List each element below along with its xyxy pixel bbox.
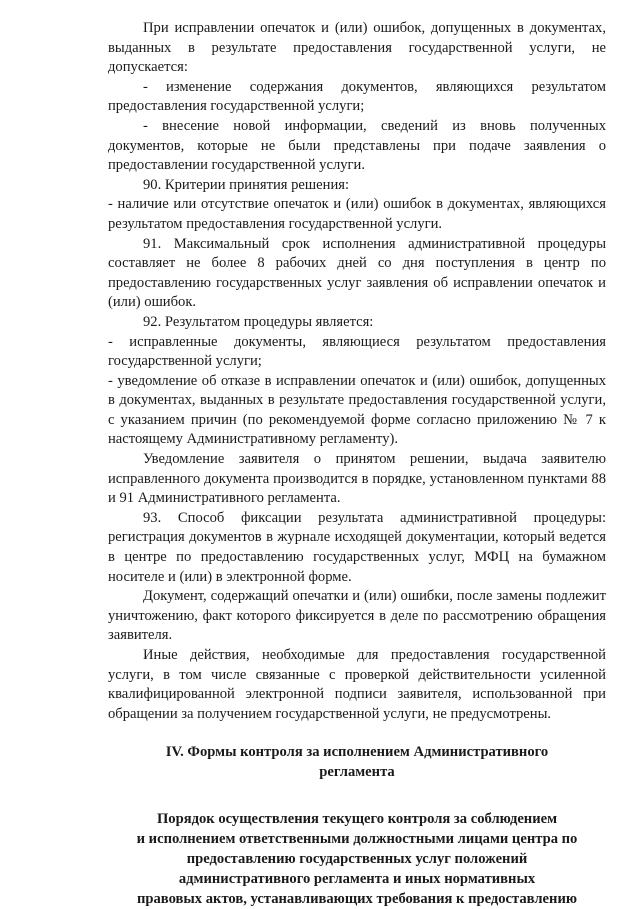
sub-heading-line: Порядок осуществления текущего контроля за соблюдением [156, 811, 558, 828]
paragraph-item-91: 91. Максимальный срок исполнения административной процедуры составляет не более 8 рабочих дней со дня поступления в центр по предоставлению государственных услуг заявления об исправлении опечаток и (или) ошибок. [108, 235, 606, 311]
sub-heading [108, 809, 606, 909]
section-heading [108, 742, 606, 782]
paragraph-criteria: - наличие или отсутствие опечаток и (или) ошибок в документах, являющихся результатом предоставления государственной услуги. [108, 196, 606, 232]
sub-heading-line: административного регламента и иных нормативных [178, 871, 536, 888]
paragraph-destroy: Документ, содержащий опечатки и (или) ошибки, после замены подлежит уничтожению, факт которого фиксируется в деле по рассмотрению обращения заявителя. [108, 588, 606, 644]
paragraph-no-new-info: - внесение новой информации, сведений из вновь полученных документов, которые не были представлены при подаче заявления о предоставлении государственной услуги. [108, 117, 606, 174]
paragraph-result-corrected: - исправленные документы, являющиеся результатом предоставления государственной услуги; [108, 333, 606, 370]
sub-heading-line: и исполнением ответственными должностными лицами центра по [136, 831, 578, 848]
paragraph-notification: Уведомление заявителя о принятом решении, выдача заявителю исправленного документа производится в порядке, установленном пунктами 88 и 91 Административного регламента. [108, 451, 606, 507]
paragraph-other-actions: Иные действия, необходимые для предоставления государственной услуги, в том числе связанные с проверкой действительности усиленной квалифицированной электронной подписи заявителя, использованной при обращении за получением государственной услуги, не предусмотрены. [108, 647, 606, 722]
document-page [108, 19, 606, 909]
sub-heading-line: правовых актов, устанавливающих требования к предоставлению [136, 891, 578, 908]
section-heading-line: регламента [319, 764, 395, 781]
sub-heading-line: предоставлению государственных услуг положений [186, 851, 528, 868]
paragraph-no-content-change: - изменение содержания документов, являющихся результатом предоставления государственной услуги; [108, 78, 606, 115]
section-heading-line: IV. Формы контроля за исполнением Административного [165, 744, 549, 761]
paragraph-item-90: 90. Критерии принятия решения: [143, 176, 350, 193]
paragraph-item-93: 93. Способ фиксации результата административной процедуры: регистрация документов в журнале исходящей документации, который ведется в центре по предоставлению государственных услуг, МФЦ на бумажном носителе и (или) в электронной форме. [108, 509, 606, 585]
paragraph-corrections-intro: При исправлении опечаток и (или) ошибок, допущенных в документах, выданных в результате предоставления государственной услуги, не допускается: [108, 20, 606, 76]
paragraph-result-refusal: - уведомление об отказе в исправлении опечаток и (или) ошибок, допущенных в документах, выданных в результате предоставления государственной услуги, с указанием причин (по рекомендуемой форме согласно приложению № 7 к настоящему Административному регламенту). [108, 372, 606, 448]
paragraph-item-92: 92. Результатом процедуры является: [143, 313, 374, 330]
